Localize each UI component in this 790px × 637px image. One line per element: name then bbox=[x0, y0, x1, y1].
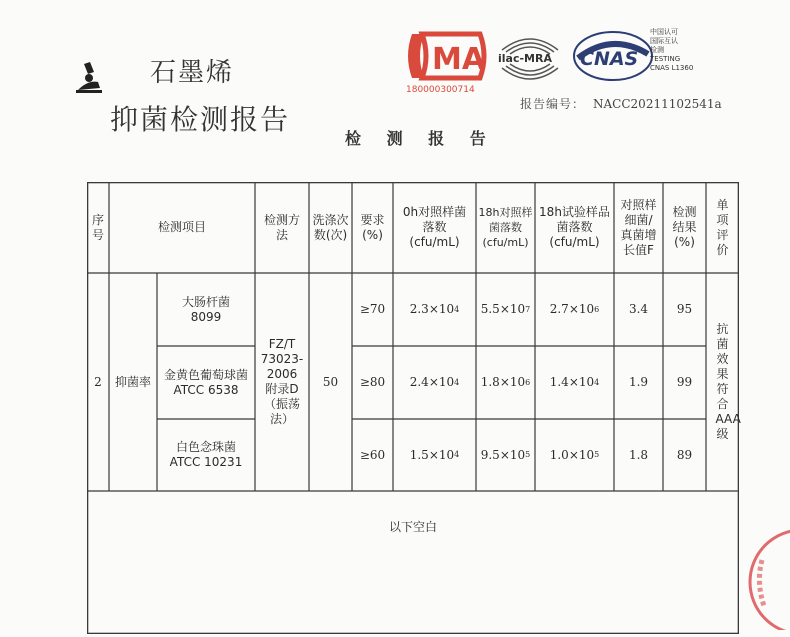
cnas-caption-line: TESTING bbox=[650, 55, 681, 63]
row3-organism bbox=[157, 419, 255, 491]
row2-organism-name: 金黄色葡萄球菌 bbox=[163, 367, 248, 382]
cell-item: 抑菌率 bbox=[114, 374, 151, 389]
row3-organism-strain: ATCC 10231 bbox=[169, 455, 243, 469]
row1-18h-control: 5.5 ×10 7 bbox=[480, 302, 531, 316]
row3-0h-control: 1.5 ×10 4 bbox=[409, 447, 460, 462]
row1-result: 95 bbox=[676, 302, 693, 316]
test-results-table bbox=[87, 182, 739, 634]
row1-0h-control: 2.3 ×10 4 bbox=[409, 302, 460, 316]
header-requirement: 要求(%) bbox=[360, 212, 385, 242]
cell-evaluation: 抗菌效果符合AAA级 bbox=[715, 322, 741, 441]
row3-18h-control: 9.5 ×10 5 bbox=[480, 447, 531, 462]
row3-growth-value: 1.8 bbox=[628, 447, 649, 462]
row3-requirement: ≥60 bbox=[359, 447, 386, 462]
report-heading: 检 测 报 告 bbox=[345, 129, 496, 148]
row1-organism bbox=[157, 273, 255, 346]
cnas-text: CNAS bbox=[580, 48, 639, 70]
row2-organism bbox=[157, 346, 255, 419]
blank-below-note: 以下空白 bbox=[388, 519, 437, 534]
row2-requirement: ≥80 bbox=[359, 375, 386, 389]
row3-organism-name: 白色念珠菌 bbox=[175, 440, 236, 454]
cell-seq: 2 bbox=[94, 374, 102, 389]
header-growth-value: 对照样细菌/真菌增长值F bbox=[620, 197, 657, 257]
row3-18h-test: 1.0 ×10 5 bbox=[549, 447, 600, 462]
cnas-caption-line: 国际互认 bbox=[650, 37, 678, 45]
row1-organism-name: 大肠杆菌 bbox=[181, 294, 230, 309]
document-title-line1: 石墨烯 bbox=[150, 58, 235, 88]
row2-18h-control: 1.8 ×10 6 bbox=[480, 375, 531, 389]
header-0h-control: 0h对照样菌落数(cfu/mL) bbox=[402, 205, 467, 249]
cma-certification-mark bbox=[402, 26, 490, 94]
row2-growth-value: 1.9 bbox=[628, 375, 649, 389]
header-wash-count: 洗涤次数(次) bbox=[312, 212, 349, 242]
row3-result: 89 bbox=[676, 447, 693, 462]
header-18h-test: 18h试验样品菌落数(cfu/mL) bbox=[539, 205, 610, 249]
header-method: 检测方法 bbox=[263, 212, 300, 242]
cnas-caption-line: CNAS L1360 bbox=[650, 64, 694, 72]
header-item: 检测项目 bbox=[157, 220, 206, 234]
row1-requirement: ≥70 bbox=[359, 302, 386, 316]
report-number-value: NACC20211102541a bbox=[593, 97, 722, 111]
row1-18h-test: 2.7 ×10 6 bbox=[549, 302, 600, 316]
report-number-label: 报告编号： bbox=[520, 97, 586, 111]
report-number bbox=[520, 95, 722, 112]
microscope-logo-icon bbox=[74, 60, 104, 94]
row2-0h-control: 2.4 ×10 4 bbox=[409, 375, 460, 389]
cell-wash-count: 50 bbox=[322, 374, 339, 389]
header-evaluation: 单项评价 bbox=[716, 197, 729, 257]
cma-number: 180000300714 bbox=[406, 85, 475, 94]
red-seal-stamp bbox=[740, 520, 790, 630]
header-18h-control: 18h对照样菌落数(cfu/mL) bbox=[478, 206, 533, 249]
cnas-caption-line: 检测 bbox=[650, 46, 664, 54]
cnas-caption bbox=[650, 28, 693, 73]
ilac-text: ilac-MRA bbox=[498, 52, 552, 65]
row2-result: 99 bbox=[676, 375, 693, 389]
header-result: 检测结果(%) bbox=[672, 205, 697, 249]
cma-text: MA bbox=[432, 42, 486, 77]
cnas-caption-line: 中国认可 bbox=[650, 28, 678, 36]
cell-method: FZ/T 73023-2006 附录D（振荡法） bbox=[260, 337, 304, 426]
document-title-line2: 抑菌检测报告 bbox=[110, 103, 291, 136]
ilac-mra-mark bbox=[494, 22, 566, 94]
row1-organism-strain: 8099 bbox=[190, 309, 222, 324]
row1-growth-value: 3.4 bbox=[628, 302, 649, 316]
cnas-accreditation-mark bbox=[572, 28, 654, 84]
header-seq: 序号 bbox=[91, 212, 104, 242]
row2-organism-strain: ATCC 6538 bbox=[173, 382, 239, 397]
row2-18h-test: 1.4 ×10 4 bbox=[549, 375, 600, 389]
